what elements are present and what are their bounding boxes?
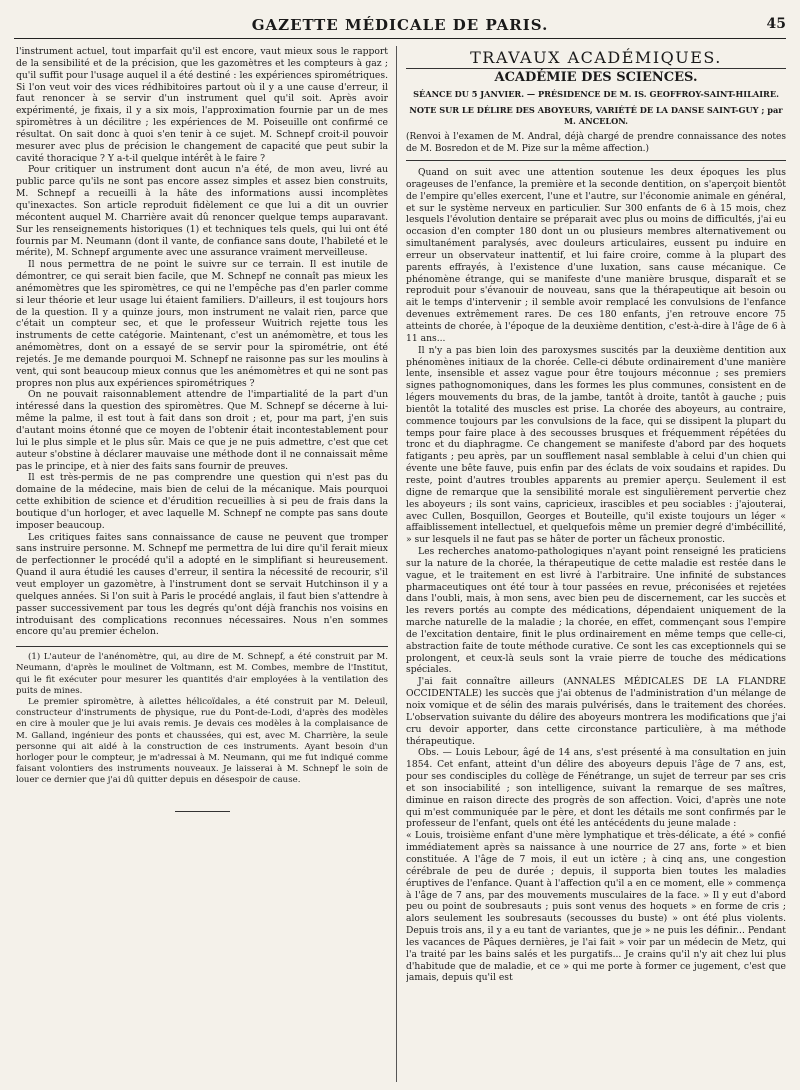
left-paragraph-6: Les critiques faites sans connaissance de cause ne peuvent que tromper sans instruire personne. M. Schnepf me permettra de lui dire qu'il ferait mieux de perfectionner le procédé qu'il a adopté en le simplifiant si heureusement. Quand il aura étudié les causes d'erreur, il sentira la nécessité de recourir, s'il veut employer un gazomètre, à l'instrument dont se servait Hutchinson il y a quelques années. Si l'on suit à Paris le procédé anglais, il faut bien s'attendre à passer successivement par tous les degrés qu'ont déjà franchis nos voisins en introduisant des complications reconnues nécessaires. Nous n'en sommes encore qu'au premier échelon. bbox=[16, 531, 388, 638]
referral-text: (Renvoi à l'examen de M. Andral, déjà chargé de prendre connaissance des notes de M. Bosredon et de M. Pize sur la même affection.) bbox=[406, 132, 786, 154]
right-paragraph-5: Obs. — Louis Lebour, âgé de 14 ans, s'est présenté à ma consultation en juin 1854. Cet enfant, atteint d'un délire des aboyeurs depuis l'âge de 7 ans, est, pour ses condisciples du collège de Fénétrange, un sujet de terreur par ses cris et son insociabilité ; son intelligence, suivant la remarque de ses maîtres, diminue en raison directe des progrès de son affection. Voici, d'après une note qui m'est communiquée par le père, et dont les détails me sont confirmés par le professeur de l'enfant, quels ont été les antécédents du jeune malade : bbox=[406, 747, 786, 830]
column-divider bbox=[396, 46, 397, 1082]
left-paragraph-2: Pour critiquer un instrument dont aucun n'a été, de mon aveu, livré au public parce qu'ils ne sont pas encore assez simples et assez bien construits, M. Schnepf a recueilli à la hâte des informations aussi incomplètes qu'inexactes. Son article reproduit fidèlement ce que lui a dit un ouvrier mécontent auquel M. Charrière avait dû renoncer quelque temps auparavant. Sur les renseignements historiques (1) et techniques tels quels, qui lui ont été fournis par M. Neumann (dont il vante, de confiance sans doute, l'habileté et le mérite), M. Schnepf argumente avec une assurance vraiment merveilleuse. bbox=[16, 164, 388, 259]
left-paragraph-4: On ne pouvait raisonnablement attendre de l'impartialité de la part d'un intéressé dans la question des spiromètres. Que M. Schnepf se décerne à lui-même la palme, il est tout à fait dans son droit ; et, pour ma part, j'en suis d'autant moins étonné que ce moyen de l'obtenir était incontestablement pour lui le plus simple et le plus sûr. Mais ce que je ne puis admettre, c'est que cet auteur s'obstine à déclarer mauvaise une méthode dont il ne connaissait même pas le principe, et à nier des faits sans fournir de preuves. bbox=[16, 389, 388, 472]
right-paragraph-3: Les recherches anatomo-pathologiques n'ayant point renseigné les praticiens sur la nature de la chorée, la thérapeutique de cette maladie est restée dans le vague, et le traitement en est livré à l'arbitraire. Une infinité de substances pharmaceutiques ont été tour à tour passées en revue, préconisées et rejetées dans l'oubli, mais, à mon sens, avec bien peu de discernement, car les succès et les revers portés au compte des médications, dépendaient uniquement de la marche naturelle de la maladie ; la chorée, en effet, commençant sous l'empire de l'excitation dentaire, finit le plus ordinairement en même temps que celle-ci, abstraction faite de toute méthode curative. Ce sont les cas exceptionnels qui se prolongent, et ceux-là seuls sont la vraie pierre de touche des médications spéciales. bbox=[406, 546, 786, 676]
footnotes bbox=[16, 652, 388, 786]
footnote-2: Le premier spiromètre, à ailettes hélicoïdales, a été construit par M. Deleuil, constructeur d'instruments de physique, rue du Pont-de-Lodi, d'après des modèles en cire à mouler que je lui avais remis. Je devais ces modèles à la complaisance de M. Galland, ingénieur des ponts et chaussées, qui est, avec M. Charrière, la seule personne qui ait aidé à la construction de ces instruments. Ayant besoin d'un horloger pour le compteur, je m'adressai à M. Neumann, qui me fut indiqué comme faisant volontiers des instruments nouveaux. Je laisserai à M. Schnepf le soin de louer ce dernier que j'ai dû quitter depuis en désespoir de cause. bbox=[16, 697, 388, 786]
right-paragraph-1: Quand on suit avec une attention soutenue les deux époques les plus orageuses de l'enfance, la première et la seconde dentition, on s'aperçoit bientôt de l'empire qu'elles exercent, l'une et l'autre, sur l'économie animale en général, et sur le système nerveux en particulier. Sur 300 enfants de 6 à 15 mois, chez lesquels l'évolution dentaire se préparait avec plus ou moins de difficultés, j'ai eu occasion d'en compter 180 dont un ou plusieurs membres alternativement ou simultanément paralysés, avec douleurs articulaires, eussent pu induire en erreur un observateur inattentif, et lui faire croire, comme à la plupart des parents effrayés, à l'existence d'une luxation, sans cause mécanique. Ce phénomène étrange, qui se manifeste d'une manière brusque, disparaît et se reproduit pour s'évanouir de nouveau, sans que la thérapeutique ait besoin ou ait le temps d'intervenir ; il semble avoir remplacé les convulsions de l'enfance devenues extrêmement rares. De ces 180 enfants, j'en retrouve encore 75 atteints de chorée, à l'époque de la deuxième dentition, c'est-à-dire à l'âge de 6 à 11 ans... bbox=[406, 167, 786, 344]
note-title: NOTE SUR LE DÉLIRE DES ABOYEURS, VARIÉTÉ DE LA DANSE SAINT-GUY ; par M. ANCELON. bbox=[409, 104, 783, 127]
referral-note bbox=[406, 132, 786, 161]
journal-title: GAZETTE MÉDICALE DE PARIS. bbox=[251, 16, 549, 34]
footnote-1: (1) L'auteur de l'anénomètre, qui, au dire de M. Schnepf, a été construit par M. Neumann, d'après le moulinet de Voltmann, est M. Combes, membre de l'Institut, qui le fit exécuter pour mesurer les quantités d'air employées à la ventilation des puits de mines. bbox=[16, 652, 388, 696]
academy-heading: ACADÉMIE DES SCIENCES. bbox=[494, 69, 698, 85]
left-paragraph-3: Il nous permettra de ne point le suivre sur ce terrain. Il est inutile de démontrer, ce qui serait bien facile, que M. Schnepf ne connaît pas mieux les anémomètres que les spiromètres, ce qui ne l'empêche pas d'en parler comme si leur théorie et leur usage lui étaient familiers. D'ailleurs, il est toujours hors de la question. Il y a quinze jours, mon instrument ne valait rien, parce que c'était un compteur sec, et que le professeur Wuitrich rejette tous les instruments de cette catégorie. Maintenant, c'est un anémomètre, et tous les anémomètres, dont on a essayé de se servir pour la spirométrie, ont été rejetés. Je me demande pourquoi M. Schnepf ne raisonne pas sur les moulins à vent, qui sont beaucoup mieux connus que les anémomètres et qui ne sont pas propres non plus aux expériences spirométriques ? bbox=[16, 259, 388, 389]
left-paragraph-1: l'instrument actuel, tout imparfait qu'il est encore, vaut mieux sous le rapport de la sensibilité et de la précision, que les gazomètres et les compteurs à gaz ; qu'il suffit pour l'usage auquel il a été destiné : les expériences spirométriques. Si l'on veut voir des vices rédhibitoires partout où il y a une cause d'erreur, il faut renoncer à se servir d'un instrument quel qu'il soit. Après avoir expérimenté, je fixais, il y a six mois, l'approximation fournie par un de mes spiromètres à un décilitre ; les expériences de M. Poiseuille ont confirmé ce résultat. On sait donc à quoi s'en tenir à ce sujet. M. Schnepf croit-il pouvoir mesurer avec plus de précision le changement de capacité que peut subir la cavité thoracique ? Y a-t-il quelque intérêt à le faire ? bbox=[16, 46, 388, 164]
right-column bbox=[406, 46, 786, 1082]
right-paragraph-4: J'ai fait connaître ailleurs (ANNALES MÉDICALES DE LA FLANDRE OCCIDENTALE) les succès que j'ai obtenus de l'administration d'un mélange de noix vomique et de sélin des marais pulvérisés, dans le traitement des chorées. L'observation suivante du délire des aboyeurs montrera les modifications que j'ai cru devoir apporter, dans cette circonstance particulière, à ma méthode thérapeutique. bbox=[406, 676, 786, 747]
end-rule bbox=[175, 811, 230, 812]
footnote-divider bbox=[16, 646, 388, 647]
left-paragraph-5: Il est très-permis de ne pas comprendre une question qui n'est pas du domaine de la médecine, mais bien de celui de la mécanique. Mais pourquoi cette exhibition de science et d'érudition recueillies à si peu de frais dans la boutique d'un horloger, et avec laquelle M. Schnepf ne compte pas sans doute imposer beaucoup. bbox=[16, 472, 388, 531]
quoted-text: « Louis, troisième enfant d'une mère lymphatique et très-délicate, a été » confié immédiatement après sa naissance à une nourrice de 27 ans, forte » et bien constituée. A l'âge de 7 mois, il eut un ictère ; à cinq ans, une congestion cérébrale de peu de durée ; depuis, il supporta bien toutes les maladies éruptives de l'enfance. Quant à l'affection qu'il a en ce moment, elle » commença à l'âge de 7 ans, par des mouvements musculaires de la face. » Il y eut d'abord peu ou point de soubresauts ; puis sont venus des hoquets » en forme de cris ; alors seulement les soubresauts (secousses du buste) » ont été plus violents. Depuis trois ans, il y a eu tant de variantes, que je » ne puis les définir... Pendant les vacances de Pâques dernières, je l'ai fait » voir par un médecin de Metz, qui l'a traité par les bains salés et les purgatifs... Je crains qu'il n'y ait chez lui plus d'habitude que de maladie, et ce » qui me porte à former ce jugement, c'est que jamais, depuis qu'il est bbox=[406, 830, 786, 984]
left-column bbox=[16, 46, 388, 1082]
quoted-note bbox=[406, 830, 786, 984]
page-header bbox=[14, 12, 786, 39]
session-heading: SÉANCE DU 5 JANVIER. — PRÉSIDENCE DE M. IS. GEOFFROY-SAINT-HILAIRE. bbox=[413, 88, 779, 99]
section-title: TRAVAUX ACADÉMIQUES. bbox=[406, 52, 786, 69]
page-number: 45 bbox=[766, 16, 786, 32]
right-paragraph-2: Il n'y a pas bien loin des paroxysmes suscités par la deuxième dentition aux phénomènes initiaux de la chorée. Celle-ci débute ordinairement d'une manière lente, insensible et assez vague pour être toujours méconnue ; ses premiers signes pathognomoniques, dans les formes les plus communes, consistent en de légers mouvements du bras, de la jambe, tantôt à droite, tantôt à gauche ; puis bientôt la totalité des muscles est prise. La chorée des aboyeurs, au contraire, commence toujours par les convulsions de la face, qui se dissipent la plupart du temps pour faire place à des secousses brusques et fréquemment répétées du tronc et du diaphragme. Ce changement se manifeste d'abord par des hoquets fatigants ; peu après, par un soufflement nasal semblable à celui d'un chien qui évente une bête fauve, puis enfin par des éclats de voix soudains et rapides. Du reste, point d'autres troubles apparents au premier aperçu. Seulement il est digne de remarque que la sensibilité morale est singulièrement pervertie chez les aboyeurs ; ils sont vains, capricieux, irascibles et peu sociables : j'ajouterai, avec Cullen, Bosquillon, Georges et Bouteille, qu'il existe toujours un léger « affaiblissement intellectuel, et quelquefois même un premier degré d'imbécillité, » sur lesquels il ne faut pas se hâter de porter un fâcheux pronostic. bbox=[406, 344, 786, 546]
